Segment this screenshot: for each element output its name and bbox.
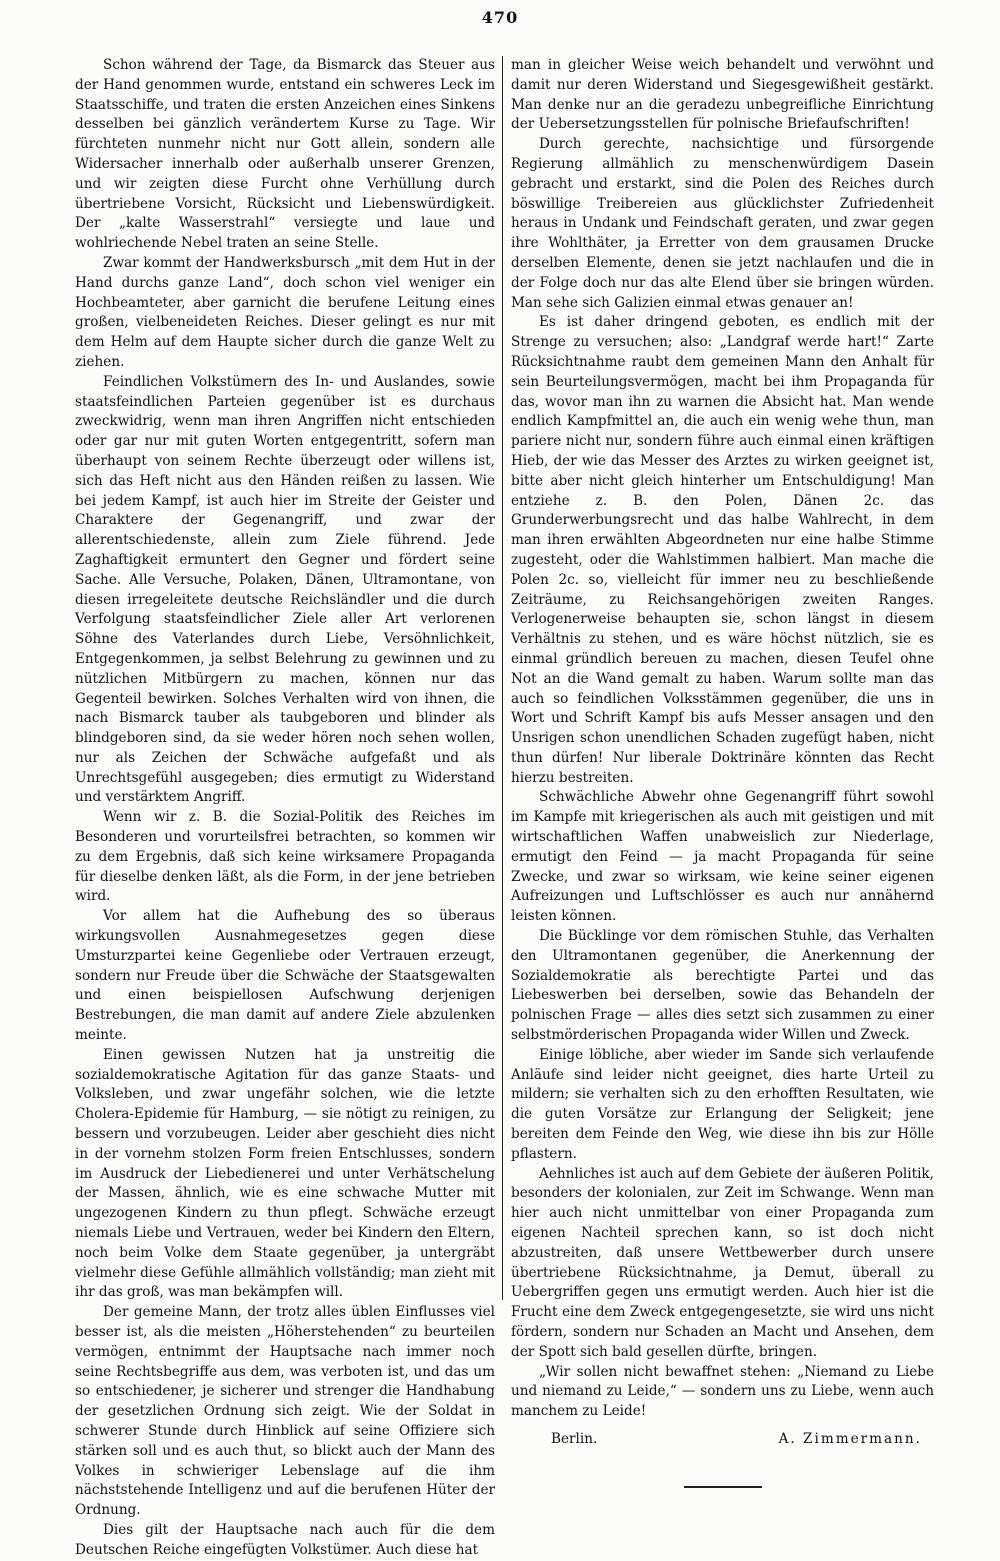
paragraph: Die Bücklinge vor dem römischen Stuhle, das Verhalten den Ultramontanen gegenüber, die Anerkennung der Sozialdemokratie als berechtigte Partei und das Liebeswerben bei derselben, sowie das Behandeln der polnischen Frage — alles dies setzt sich zusammen zu einer selbstmörderischen Propaganda wider Willen und Zweck. [511,928,934,1044]
column-divider [502,56,503,1300]
paragraph-continuation: man in gleicher Weise weich behandelt und verwöhnt und damit nur deren Widerstand und Siegesgewißheit gestärkt. Man denke nur an die geradezu unbegreifliche Einrichtung der Uebersetzungsstellen für polnische Briefaufschriften! [511,57,934,133]
signature [511,1430,934,1450]
end-rule [684,1486,762,1488]
paragraph: Vor allem hat die Aufhebung des so überaus wirkungsvollen Ausnahmegesetzes gegen diese Umsturzpartei keine Gegenliebe oder Vertrauen erzeugt, sondern nur Freude über die Schwäche der Staatsgewalten und einen beispiellosen Aufschwung derjenigen Bestrebungen, die man damit auf andere Ziele abzulenken meinte. [75,908,495,1044]
paragraph: Schwächliche Abwehr ohne Gegenangriff führt sowohl im Kampfe mit kriegerischen als auch mit geistigen und mit wirtschaftlichen Waffen unabweislich zur Niederlage, ermutigt den Feind — ja macht Propaganda für seine Zwecke, und zwar so wirksam, wie keine seiner eigenen Aufreizungen und Luftschlösser es auch nur annähernd leisten können. [511,789,934,925]
paragraph: „Wir sollen nicht bewaffnet stehen: „Niemand zu Liebe und niemand zu Leide,“ — sondern uns zu Liebe, wenn auch manchem zu Leide! [511,1363,934,1420]
left-column [75,56,495,1561]
paragraph: Schon während der Tage, da Bismarck das Steuer aus der Hand genommen wurde, entstand ein schweres Leck im Staatsschiffe, und traten die ersten Anzeichen eines Sinkens desselben bei gänzlich verändertem Kurse zu Tage. Wir fürchteten nunmehr nicht nur Gott allein, sondern alle Widersacher innerhalb oder außerhalb unserer Grenzen, und wir zeigten diese Furcht ohne Verhüllung durch übertriebene Vorsicht, Rücksicht und Liebenswürdigkeit. Der „kalte Wasserstrahl“ versiegte und laue und wohlriechende Nebel traten an seine Stelle. [75,57,495,252]
right-column [511,56,934,1488]
paragraph: Einen gewissen Nutzen hat ja unstreitig die sozialdemokratische Agitation für das ganze Staats- und Volksleben, und zwar ungefähr solchen, wie die letzte Cholera-Epidemie für Hamburg, — sie nötigt zu reinigen, zu bessern und vorzubeugen. Leider aber geschieht dies nicht in der vornehm stolzen Form freien Entschlusses, sondern im Ausdruck der Liebedienerei und unter Verhätschelung der Massen, ähnlich, wie es eine schwache Mutter mit ungezogenen Kindern zu thun pflegt. Schwäche erzeugt niemals Liebe und Vertrauen, weder bei Kindern den Eltern, noch beim Volke dem Staate gegenüber, ja untergräbt vielmehr diese Gefühle allmählich vollständig; man zieht mit ihr das groß, was man bekämpfen will. [75,1046,495,1301]
signature-place: Berlin. [551,1430,598,1447]
paragraph: Wenn wir z. B. die Sozial-Politik des Reiches im Besonderen und vorurteilsfrei betrachten, so kommen wir zu dem Ergebnis, daß sich keine wirksamere Propaganda für dieselbe denken läßt, als die Form, in der jene betrieben wird. [75,809,495,905]
paragraph: Es ist daher dringend geboten, es endlich mit der Strenge zu versuchen; also: „Landgraf werde hart!“ Zarte Rücksichtnahme raubt dem gemeinen Mann den Anhalt für sein Beurteilungsvermögen, macht bei ihm Propaganda für das, wovor man ihn zu warnen die Absicht hat. Man wende endlich Kampfmittel an, die auch ein wenig wehe thun, man pariere nicht nur, sondern führe auch einmal einen kräftigen Hieb, der wie das Messer des Arztes zu wirken geeignet ist, bitte aber nicht gleich hinterher um Entschuldigung! Man entziehe z. B. den Polen, Dänen 2c. das Grunderwerbungsrecht und das halbe Wahlrecht, in dem man ihren erwählten Abgeordneten nur eine halbe Stimme zugesteht, oder die Wahlstimmen halbiert. Man mache die Polen 2c. so, vielleicht für immer neu zu beschließende Zeiträume, zu Reichsangehörigen zweiten Ranges. Verlogenerweise behaupten sie, schon längst in diesem Verhältnis zu stehen, und es wäre höchst nützlich, sie es einmal gründlich bereuen zu machen, diesen Teufel ohne Not an die Wand gemalt zu haben. Warum sollte man das auch so feindlichen Volksstämmen gegenüber, die uns in Wort und Schrift Kampf bis aufs Messer ansagen und den Unsrigen schon unendlichen Schaden zugefügt haben, nicht thun dürfen! Nur liberale Doktrinäre könnten das Recht hierzu bestreiten. [511,314,934,786]
page-number: 470 [481,8,519,27]
paragraph: Der gemeine Mann, der trotz alles üblen Einflusses viel besser ist, als die meisten „Höherstehenden“ zu beurteilen vermögen, entnimmt der Hauptsache nach immer noch seine Rechtsbegriffe aus dem, was verboten ist, und das um so entschiedener, je sicherer und strenger die Handhabung der gesetzlichen Ordnung sich zeigt. Wie der Soldat in schwerer Stunde durch Hinblick auf seine Offiziere sich stärken soll und es auch thut, so blickt auch der Mann des Volkes in schwieriger Lebenslage auf die ihm nächststehende Intelligenz und auf die berufenen Hüter der Ordnung. [75,1304,495,1519]
paragraph: Feindlichen Volkstümern des In- und Auslandes, sowie staatsfeindlichen Parteien gegenüber ist es durchaus zweckwidrig, wenn man ihren Angriffen nicht entschieden oder gar nur mit guten Worten entgegentritt, sofern man überhaupt von seinem Rechte überzeugt oder willens ist, sich das Heft nicht aus den Händen reißen zu lassen. Wie bei jedem Kampf, ist auch hier im Streite der Geister und Charaktere der Gegenangriff, und zwar der allerentschiedenste, allein zum Ziele führend. Jede Zaghaftigkeit ermuntert den Gegner und fördert seine Sache. Alle Versuche, Polaken, Dänen, Ultramontane, von diesen irregeleitete deutsche Reichsländler und die durch Verfolgung staatsfeindlicher Ziele aller Art verlorenen Söhne des Vaterlandes durch Liebe, Versöhnlichkeit, Entgegenkommen, ja selbst Belehrung zu gewinnen und zu nützlichen Mitbürgern zu machen, können nur das Gegenteil bewirken. Solches Verhalten wird von ihnen, die nach Bismarck tauber als taubgeboren und blinder als blindgeboren sind, da sie weder hören noch sehen wollen, nur als Zeichen der Schwäche aufgefaßt und als Unrechtsgefühl ausgegeben; dies ermutigt zu Widerstand und verstärktem Angriff. [75,373,495,806]
paragraph: Einige löbliche, aber wieder im Sande sich verlaufende Anläufe sind leider nicht geeignet, dies harte Urteil zu mildern; sie verhalten sich zu den erhofften Resultaten, wie die guten Vorsätze zur Erlangung der Seligkeit; jene bereiten dem Feinde den Weg, wie diese ihn bis zur Hölle pflastern. [511,1046,934,1162]
paragraph: Dies gilt der Hauptsache nach auch für die dem Deutschen Reiche eingefügten Volkstümer. Auch diese hat [75,1521,495,1558]
paragraph: Aehnliches ist auch auf dem Gebiete der äußeren Politik, besonders der kolonialen, zur Zeit im Schwange. Wenn man hier auch nicht unmittelbar von einer Propaganda zum eigenen Nachteil sprechen kann, so ist doch nicht abzustreiten, daß unsere Wettbewerber durch unsere übertriebene Rücksichtnahme, ja Demut, überall zu Uebergriffen gegen uns ermutigt werden. Auch hier ist die Frucht eine dem Zweck entgegengesetzte, sie wird uns nicht fördern, sondern nur Schaden an Macht und Ansehen, dem der Spott sich bald gesellen dürfte, bringen. [511,1165,934,1360]
paragraph: Zwar kommt der Handwerksbursch „mit dem Hut in der Hand durchs ganze Land“, doch schon viel weniger ein Hochbeamteter, aber garnicht die berufene Leitung eines großen, vielbeneideten Reiches. Dieser gelingt es nur mit dem Helm auf dem Haupte sicher durch die ganze Welt zu ziehen. [75,254,495,370]
signature-author: A. Zimmermann. [778,1430,922,1447]
paragraph: Durch gerechte, nachsichtige und fürsorgende Regierung allmählich zu menschenwürdigem Dasein gebracht und erstarkt, sind die Polen des Reiches durch böswillige Treibereien aus glücklichster Zufriedenheit heraus in Undank und Feindschaft geraten, und zwar gegen ihre Wohlthäter, ja Erretter von dem grausamen Drucke derselben Elemente, denen sie jetzt nachlaufen und die in der Folge doch nur das alte Elend über sie bringen würden. Man sehe sich Galizien einmal etwas genauer an! [511,136,934,311]
